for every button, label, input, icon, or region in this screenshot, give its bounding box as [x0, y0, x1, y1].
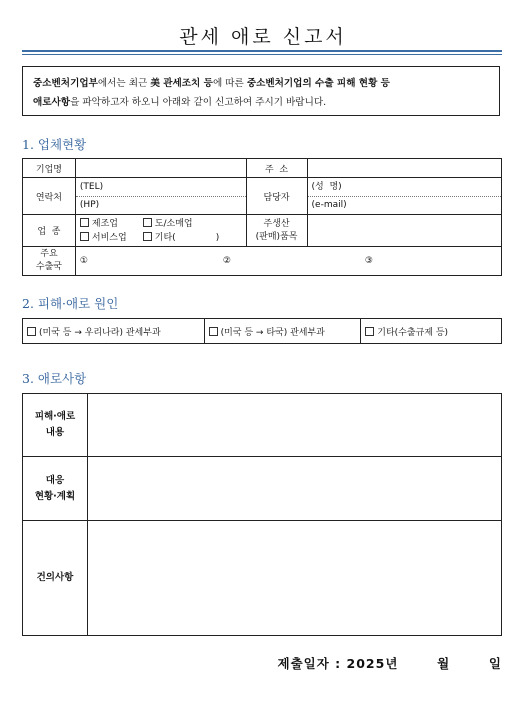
industry-option-manufacturing[interactable]: 제조업: [80, 217, 140, 231]
company-name-label: 기업명: [23, 159, 76, 178]
suggestion-label: 건의사항: [23, 521, 88, 636]
intro-text-3: 을 파악하고자 하오니 아래와 같이 신고하여 주시기 바랍니다.: [70, 97, 327, 108]
hp-field[interactable]: (HP): [76, 196, 246, 214]
intro-highlight-1: 美 관세조치 등: [150, 78, 213, 89]
intro-org: 중소벤처기업부: [33, 78, 98, 89]
month-label: 월: [437, 656, 451, 671]
contact-field[interactable]: [75, 178, 246, 215]
submission-date-label: 제출일자 : 2025년: [277, 656, 399, 671]
damage-label: 피해·애로 내용: [23, 394, 88, 457]
submission-date: [278, 654, 502, 672]
industry-option-service[interactable]: 서비스업: [80, 231, 140, 245]
cause-table: [22, 318, 502, 344]
document-title: 관세 애로 신고서: [179, 26, 347, 48]
export-countries-field[interactable]: [75, 247, 501, 276]
company-name-field[interactable]: [75, 159, 246, 178]
cause-option-other[interactable]: 기타(수출규제 등): [361, 319, 502, 344]
tel-field[interactable]: (TEL): [79, 182, 104, 192]
address-field[interactable]: [307, 159, 501, 178]
intro-highlight-2: 중소벤처기업의 수출 피해 현황 등: [246, 78, 390, 89]
day-label: 일: [488, 656, 502, 671]
address-label: 주 소: [246, 159, 307, 178]
export-slot-1[interactable]: ①: [79, 256, 88, 266]
response-field[interactable]: [87, 457, 501, 521]
title-rule-top: [22, 50, 502, 52]
checkbox-icon[interactable]: [80, 232, 89, 241]
checkbox-icon[interactable]: [209, 327, 218, 336]
products-label: 주생산 (판매)품목: [246, 215, 307, 247]
checkbox-icon[interactable]: [365, 327, 374, 336]
intro-text-2: 에 따른: [212, 78, 247, 89]
damage-field[interactable]: [87, 394, 501, 457]
export-countries-label: 주요 수출국: [23, 247, 76, 276]
section2-heading: 2. 피해·애로 원인: [22, 296, 119, 311]
intro-highlight-3: 애로사항: [33, 97, 71, 108]
checkbox-icon[interactable]: [143, 218, 152, 227]
section3-heading: 3. 애로사항: [22, 371, 87, 386]
response-label: 대응 현황·계획: [23, 457, 88, 521]
contact-label: 연락처: [23, 178, 76, 215]
checkbox-icon[interactable]: [143, 232, 152, 241]
intro-text-1: 에서는 최근: [97, 78, 151, 89]
industry-options: [75, 215, 246, 247]
manager-label: 담당자: [246, 178, 307, 215]
manager-name-field[interactable]: (성 명): [311, 182, 342, 192]
company-info-table: [22, 158, 502, 276]
issues-table: [22, 393, 502, 636]
checkbox-icon[interactable]: [27, 327, 36, 336]
title-rule-bottom: [22, 54, 502, 55]
email-field[interactable]: (e-mail): [308, 196, 501, 214]
industry-option-retail[interactable]: 도/소매업: [143, 219, 193, 229]
export-slot-2[interactable]: ②: [222, 256, 231, 266]
products-field[interactable]: [307, 215, 501, 247]
export-slot-3[interactable]: ③: [364, 256, 373, 266]
intro-box: [22, 66, 500, 116]
industry-label: 업 종: [23, 215, 76, 247]
suggestion-field[interactable]: [87, 521, 501, 636]
manager-field[interactable]: [307, 178, 501, 215]
section1-heading: 1. 업체현황: [22, 137, 87, 152]
cause-option-third-country-tariff[interactable]: (미국 등 → 타국) 관세부과: [204, 319, 361, 344]
industry-option-other[interactable]: 기타( ): [143, 233, 219, 243]
cause-option-import-tariff[interactable]: (미국 등 → 우리나라) 관세부과: [23, 319, 205, 344]
checkbox-icon[interactable]: [80, 218, 89, 227]
